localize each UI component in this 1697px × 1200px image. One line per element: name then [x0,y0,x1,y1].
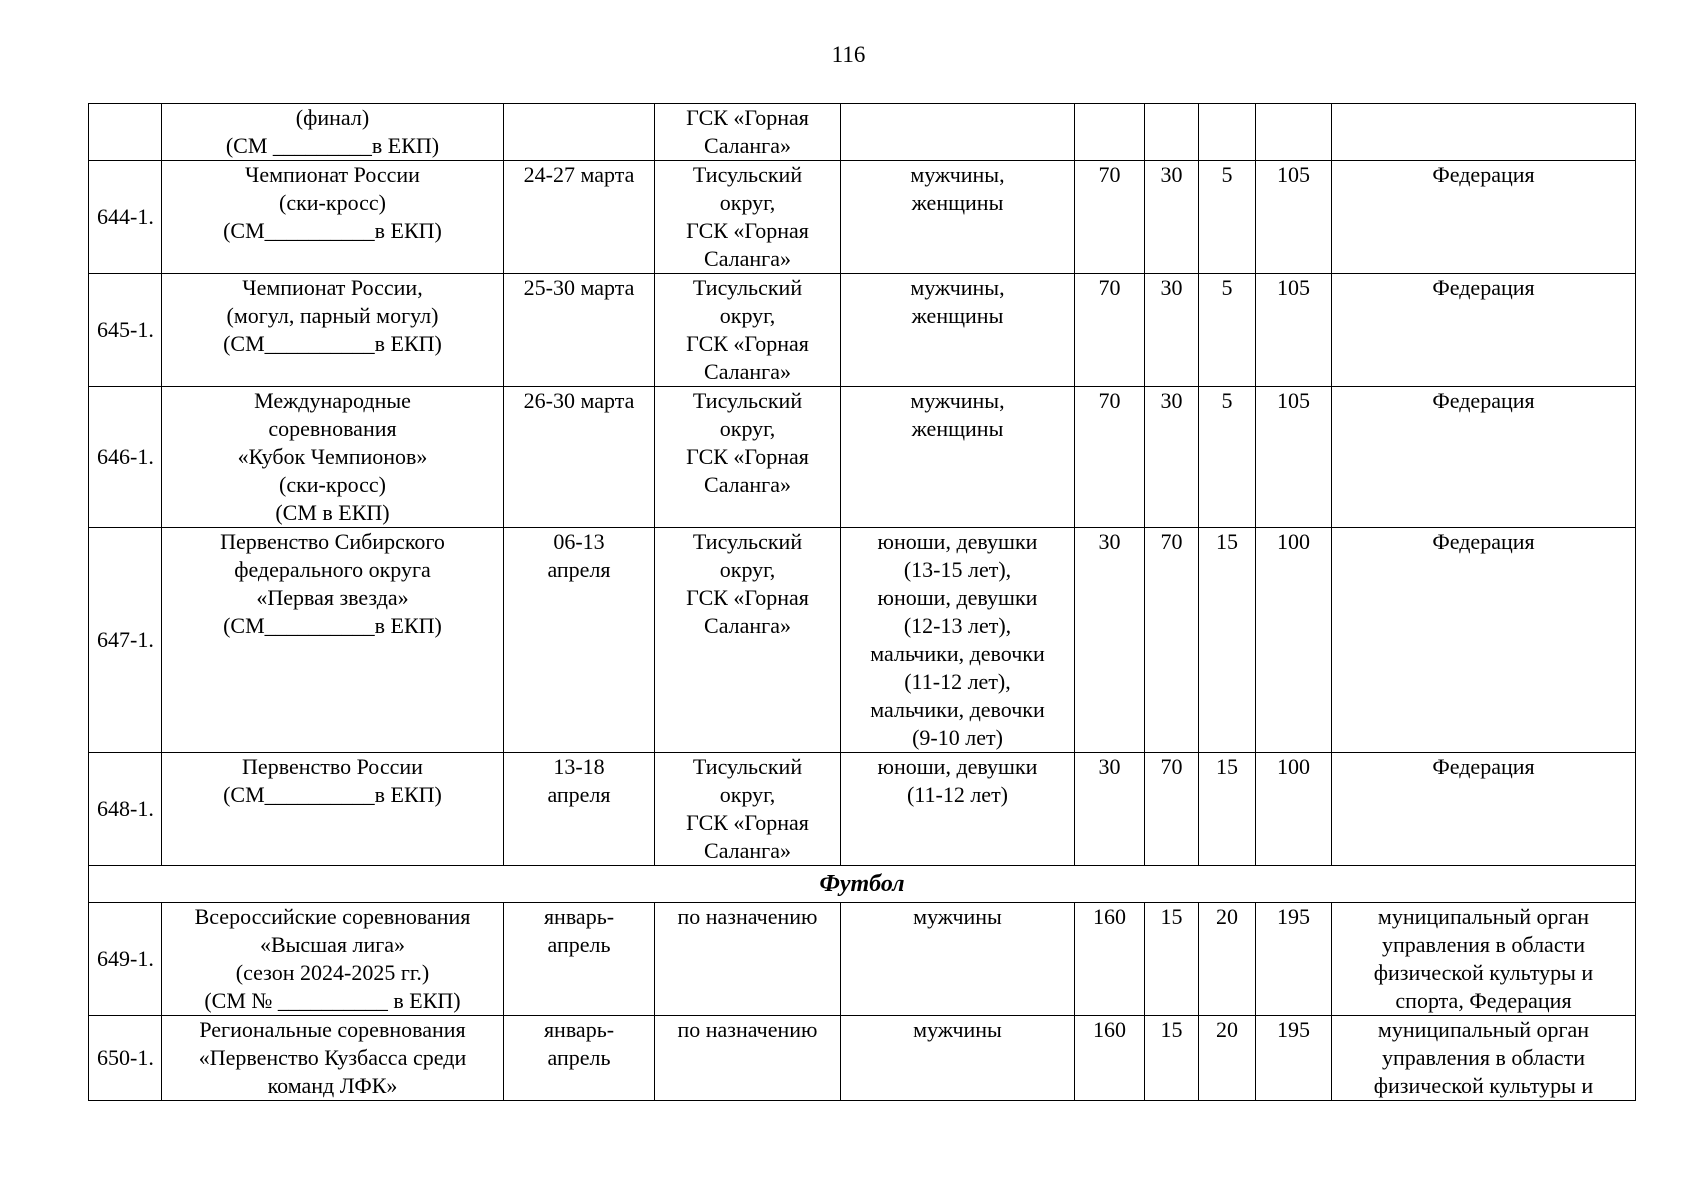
participants [841,387,1075,528]
event-name-line: (СМ__________в ЕКП) [223,331,442,356]
participants-line: юноши, девушки [877,754,1038,779]
event-name-line: (СМ__________в ЕКП) [223,782,442,807]
table-row [89,387,1636,528]
row-number: 647-1. [89,528,162,753]
count-total: 105 [1256,161,1332,274]
organizer-line: управления в области [1382,1045,1585,1070]
event-date [504,1016,655,1101]
count-1: 70 [1075,387,1145,528]
event-place [655,161,841,274]
event-name [162,274,504,387]
table-row [89,274,1636,387]
row-number [89,104,162,161]
event-place-line: Тисульский [692,529,803,554]
count-total: 195 [1256,1016,1332,1101]
page-number: 116 [831,42,866,67]
event-name-line: Международные [254,388,411,413]
count-total: 105 [1256,274,1332,387]
event-place-line: ГСК «Горная [686,444,809,469]
participants-line: мужчины [913,1017,1002,1042]
event-name-line: Первенство России [242,754,423,779]
row-number: 650-1. [89,1016,162,1101]
participants [841,528,1075,753]
count-3: 15 [1199,528,1256,753]
participants [841,753,1075,866]
event-name [162,161,504,274]
organizer-line: Федерация [1432,754,1535,779]
table-row [89,1016,1636,1101]
participants-line: (11-12 лет) [906,782,1009,807]
section-row [89,866,1636,903]
organizer-line: физической культуры и [1373,960,1594,985]
event-date [504,104,655,161]
event-name-line: (ски-кросс) [279,190,386,215]
event-place [655,903,841,1016]
event-name [162,104,504,161]
event-name-line: команд ЛФК» [267,1073,398,1098]
event-date [504,903,655,1016]
participants-line: (13-15 лет), [903,557,1012,582]
event-name-line: (могул, парный могул) [226,303,439,328]
count-2: 70 [1145,753,1199,866]
event-date-line: апрель [547,932,611,957]
participants-line: мужчины, [910,388,1005,413]
event-date-line: 06-13 [553,529,605,554]
count-1: 30 [1075,528,1145,753]
participants [841,274,1075,387]
event-name-line: «Высшая лига» [259,932,406,957]
event-name-line: (СМ__________в ЕКП) [223,613,442,638]
event-place-line: по назначению [677,1017,818,1042]
event-place-line: Тисульский [692,162,803,187]
event-place [655,274,841,387]
event-date-line: 24-27 марта [523,162,635,187]
event-date-line: апреля [547,557,611,582]
event-place-line: Тисульский [692,754,803,779]
event-place-line: ГСК «Горная [686,218,809,243]
row-number: 645-1. [89,274,162,387]
event-name-line: (финал) [295,105,370,130]
event-name [162,903,504,1016]
count-1: 160 [1075,903,1145,1016]
event-date-line: апреля [547,782,611,807]
organizer-line: Федерация [1432,388,1535,413]
organizer [1332,753,1636,866]
count-3: 20 [1199,903,1256,1016]
count-3: 20 [1199,1016,1256,1101]
participants-line: (9-10 лет) [912,725,1003,750]
event-date [504,387,655,528]
participants [841,104,1075,161]
count-total: 195 [1256,903,1332,1016]
event-place-line: округ, [719,782,776,807]
organizer-line: Федерация [1432,162,1535,187]
organizer [1332,161,1636,274]
count-1: 70 [1075,161,1145,274]
organizer-line: Федерация [1432,529,1535,554]
event-place [655,1016,841,1101]
event-place-line: ГСК «Горная [686,105,809,130]
event-place-line: Саланга» [704,133,791,158]
row-number: 648-1. [89,753,162,866]
event-place-line: ГСК «Горная [686,585,809,610]
participants-line: (11-12 лет), [904,669,1011,694]
event-name-line: «Кубок Чемпионов» [237,444,428,469]
event-date-line: апрель [547,1045,611,1070]
organizer [1332,274,1636,387]
event-name-line: «Первенство Кузбасса среди [198,1045,467,1070]
event-date [504,274,655,387]
participants-line: (12-13 лет), [903,613,1012,638]
row-number: 644-1. [89,161,162,274]
organizer-line: управления в области [1382,932,1585,957]
count-3: 15 [1199,753,1256,866]
event-date [504,161,655,274]
count-2: 15 [1145,1016,1199,1101]
event-place [655,104,841,161]
event-date-line: январь- [543,1017,615,1042]
event-place-line: по назначению [677,904,818,929]
organizer-line: муниципальный орган [1377,1017,1590,1042]
row-number: 649-1. [89,903,162,1016]
participants-line: женщины [911,190,1004,215]
participants-line: юноши, девушки [877,585,1038,610]
organizer [1332,1016,1636,1101]
table-row [89,753,1636,866]
event-name-line: соревнования [268,416,397,441]
count-2: 30 [1145,161,1199,274]
count-1: 30 [1075,753,1145,866]
organizer [1332,903,1636,1016]
participants-line: женщины [911,303,1004,328]
count-3: 5 [1199,387,1256,528]
participants [841,903,1075,1016]
organizer-line: физической культуры и [1373,1073,1594,1098]
participants-line: мужчины, [910,275,1005,300]
event-date-line: 25-30 марта [523,275,635,300]
event-name-line: Всероссийские соревнования [194,904,471,929]
count-total [1256,104,1332,161]
organizer-line: спорта, Федерация [1395,988,1572,1013]
event-name-line: Первенство Сибирского [220,529,445,554]
count-2: 30 [1145,387,1199,528]
organizer [1332,387,1636,528]
event-place-line: округ, [719,416,776,441]
table-row [89,161,1636,274]
event-place [655,387,841,528]
event-name-line: федерального округа [234,557,431,582]
participants-line: мальчики, девочки [870,641,1045,666]
event-name-line: (СМ № __________ в ЕКП) [204,988,461,1013]
table-row [89,104,1636,161]
organizer [1332,104,1636,161]
event-name [162,753,504,866]
event-date-line: январь- [543,904,615,929]
count-total: 100 [1256,528,1332,753]
table-row [89,528,1636,753]
event-place [655,528,841,753]
events-table [88,103,1636,1101]
count-1: 160 [1075,1016,1145,1101]
section-title: Футбол [89,866,1636,903]
participants [841,1016,1075,1101]
count-2 [1145,104,1199,161]
event-place-line: округ, [719,557,776,582]
count-2: 15 [1145,903,1199,1016]
event-place-line: Саланга» [704,359,791,384]
count-total: 105 [1256,387,1332,528]
event-place-line: округ, [719,303,776,328]
row-number: 646-1. [89,387,162,528]
count-2: 30 [1145,274,1199,387]
event-place-line: ГСК «Горная [686,810,809,835]
event-name-line: (ски-кросс) [279,472,386,497]
participants-line: женщины [911,416,1004,441]
event-name-line: (СМ в ЕКП) [275,500,390,525]
event-place-line: Саланга» [704,613,791,638]
event-date-line: 26-30 марта [523,388,635,413]
event-place-line: округ, [719,190,776,215]
event-date [504,528,655,753]
participants-line: юноши, девушки [877,529,1038,554]
participants-line: мужчины [913,904,1002,929]
event-place-line: Тисульский [692,388,803,413]
count-3: 5 [1199,274,1256,387]
participants [841,161,1075,274]
event-name [162,528,504,753]
count-3 [1199,104,1256,161]
event-name-line: Чемпионат России [245,162,420,187]
participants-line: мальчики, девочки [870,697,1045,722]
event-name-line: (сезон 2024-2025 гг.) [235,960,430,985]
count-total: 100 [1256,753,1332,866]
event-name-line: «Первая звезда» [256,585,409,610]
event-name [162,387,504,528]
organizer [1332,528,1636,753]
event-place [655,753,841,866]
event-name-line: (СМ _________в ЕКП) [225,133,440,158]
participants-line: мужчины, [910,162,1005,187]
count-1: 70 [1075,274,1145,387]
event-place-line: Тисульский [692,275,803,300]
event-name-line: Региональные соревнования [199,1017,466,1042]
event-place-line: Саланга» [704,838,791,863]
table-row [89,903,1636,1016]
event-date [504,753,655,866]
count-3: 5 [1199,161,1256,274]
event-name-line: (СМ__________в ЕКП) [223,218,442,243]
organizer-line: муниципальный орган [1377,904,1590,929]
count-2: 70 [1145,528,1199,753]
event-date-line: 13-18 [553,754,605,779]
event-name [162,1016,504,1101]
organizer-line: Федерация [1432,275,1535,300]
event-name-line: Чемпионат России, [242,275,423,300]
count-1 [1075,104,1145,161]
event-place-line: Саланга» [704,246,791,271]
event-place-line: ГСК «Горная [686,331,809,356]
event-place-line: Саланга» [704,472,791,497]
